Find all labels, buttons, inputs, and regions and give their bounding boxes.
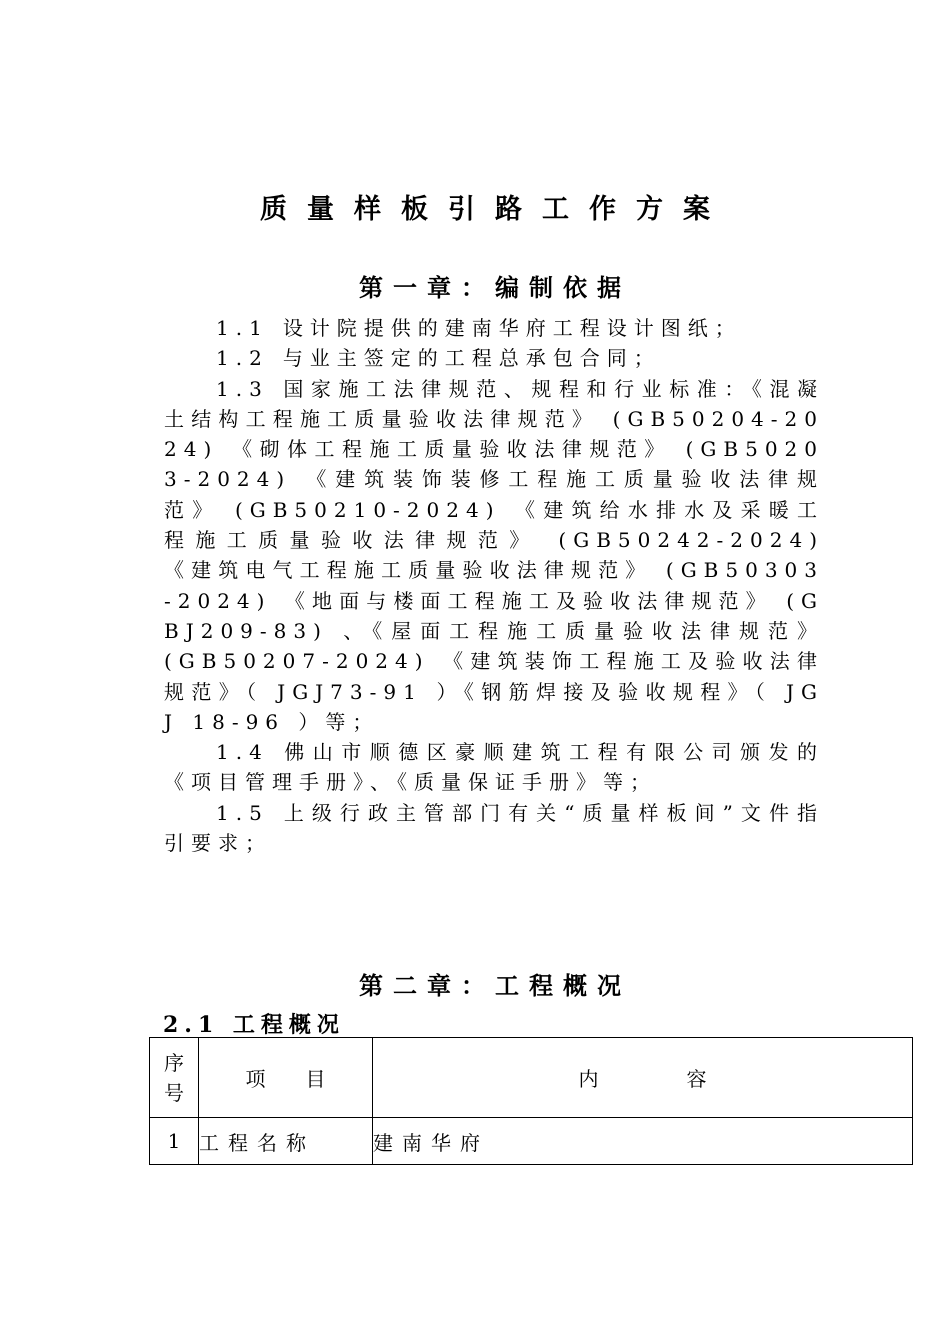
row-item-cell: 工程名称 bbox=[199, 1118, 373, 1165]
basis-item-number: 1.2 bbox=[216, 346, 269, 371]
chapter-1-body bbox=[164, 313, 824, 858]
basis-item-4 bbox=[164, 737, 824, 798]
document-title: 质量样板引路工作方案 bbox=[260, 194, 730, 225]
basis-item-2 bbox=[164, 343, 824, 373]
chapter-1-heading: 第一章：编制依据 bbox=[359, 273, 631, 302]
basis-item-5 bbox=[164, 798, 824, 859]
row-content-cell: 建南华府 bbox=[373, 1118, 913, 1165]
chapter-2-heading: 第二章：工程概况 bbox=[359, 971, 631, 1000]
basis-item-text: 佛山市顺德区豪顺建筑工程有限公司颁发的《项目管理手册》、《质量保证手册》等； bbox=[164, 740, 824, 795]
basis-item-text: 上级行政主管部门有关“质量样板间”文件指引要求； bbox=[164, 800, 824, 856]
row-number-cell: 1 bbox=[150, 1118, 199, 1165]
basis-item-text: 国家施工法律规范、规程和行业标准：《混凝土结构工程施工质量验收法律规范》 (GB50204-2024) 《砌体工程施工质量验收法律规范》 (GB50203-2024) 《建筑装饰装修工程施工质量验收法律规范》 (GB50210-2024) 《建筑给水排水及采暖工程施工质量验收法律规范》 (GB50242-2024) 《建筑电气工程施工质量验收法律规范》 (GB50303-2024) 《地面与楼面工程施工及验收法律规范》 (GBJ209-83) 、《屋面工程施工质量验收法律规范》 (GB50207-2024) 《建筑装饰工程施工及验收法律规范》（ JGJ73-91 ）《钢筋焊接及验收规程》（ JGJ 18-96 ）等； bbox=[164, 376, 824, 734]
basis-item-number: 1.5 bbox=[216, 800, 269, 825]
basis-item-3 bbox=[164, 374, 824, 738]
basis-item-number: 1.1 bbox=[216, 316, 269, 340]
table-header-row bbox=[150, 1038, 913, 1118]
basis-item-number: 1.4 bbox=[216, 740, 269, 765]
project-overview-table bbox=[149, 1037, 913, 1165]
section-2-1-heading: 2.1 工程概况 bbox=[163, 1012, 345, 1038]
table-row bbox=[150, 1118, 913, 1165]
basis-item-text: 设计院提供的建南华府工程设计图纸； bbox=[282, 316, 742, 340]
header-cell-item: 项目 bbox=[199, 1038, 373, 1118]
basis-item-1 bbox=[164, 313, 824, 343]
basis-item-number: 1.3 bbox=[216, 376, 269, 401]
header-cell-content: 内容 bbox=[373, 1038, 913, 1118]
header-cell-number: 序号 bbox=[150, 1038, 199, 1118]
basis-item-text: 与业主签定的工程总承包合同； bbox=[282, 346, 661, 371]
